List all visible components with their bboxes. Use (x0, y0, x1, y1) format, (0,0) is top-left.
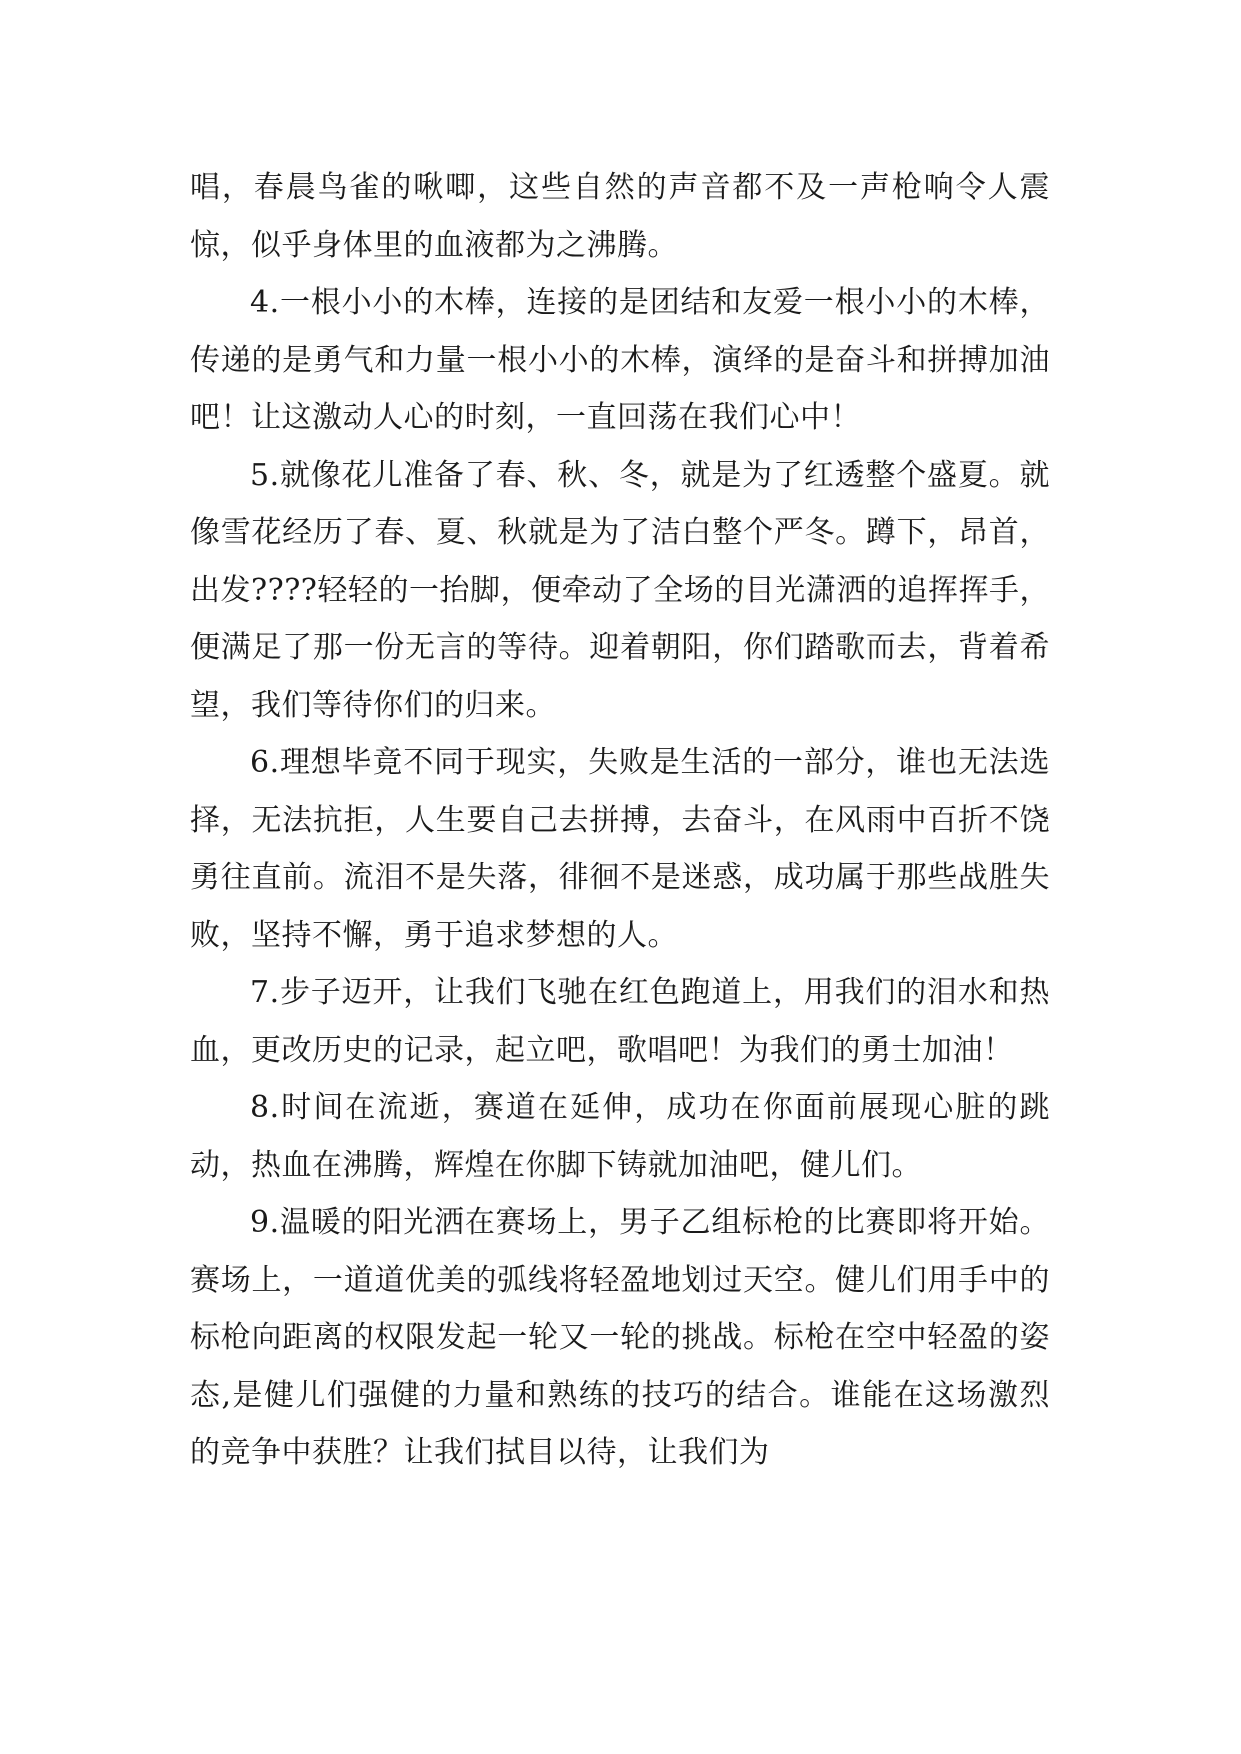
paragraph-item-8: 8.时间在流逝，赛道在延伸，成功在你面前展现心脏的跳动，热血在沸腾，辉煌在你脚下铸就加油吧，健儿们。 (190, 1090, 1050, 1183)
paragraph-item-6: 6.理想毕竟不同于现实，失败是生活的一部分，谁也无法选择，无法抗拒，人生要自己去拼搏，去奋斗，在风雨中百折不饶勇往直前。流泪不是失落，徘徊不是迷惑，成功属于那些战胜失败，坚持不懈，勇于追求梦想的人。 (190, 745, 1050, 953)
paragraph-item-7: 7.步子迈开，让我们飞驰在红色跑道上，用我们的泪水和热血，更改历史的记录，起立吧，歌唱吧！为我们的勇士加油！ (190, 975, 1050, 1068)
paragraph-item-4: 4.一根小小的木棒，连接的是团结和友爱一根小小的木棒，传递的是勇气和力量一根小小的木棒，演绎的是奋斗和拼搏加油吧！让这激动人心的时刻，一直回荡在我们心中！ (190, 285, 1050, 435)
paragraph-item-5: 5.就像花儿准备了春、秋、冬，就是为了红透整个盛夏。就像雪花经历了春、夏、秋就是为了洁白整个严冬。蹲下，昂首，出发????轻轻的一抬脚，便牵动了全场的目光潇洒的追挥挥手，便满足了那一份无言的等待。迎着朝阳，你们踏歌而去，背着希望，我们等待你们的归来。 (190, 457, 1050, 723)
document-body (190, 159, 1050, 1482)
paragraph-item-9: 9.温暖的阳光洒在赛场上，男子乙组标枪的比赛即将开始。赛场上，一道道优美的弧线将轻盈地划过天空。健儿们用手中的标枪向距离的权限发起一轮又一轮的挑战。标枪在空中轻盈的姿态,是健儿们强健的力量和熟练的技巧的结合。谁能在这场激烈的竞争中获胜？让我们拭目以待，让我们为 (190, 1205, 1050, 1470)
paragraph-continuation: 唱，春晨鸟雀的啾唧，这些自然的声音都不及一声枪响令人震惊，似乎身体里的血液都为之沸腾。 (190, 170, 1050, 263)
